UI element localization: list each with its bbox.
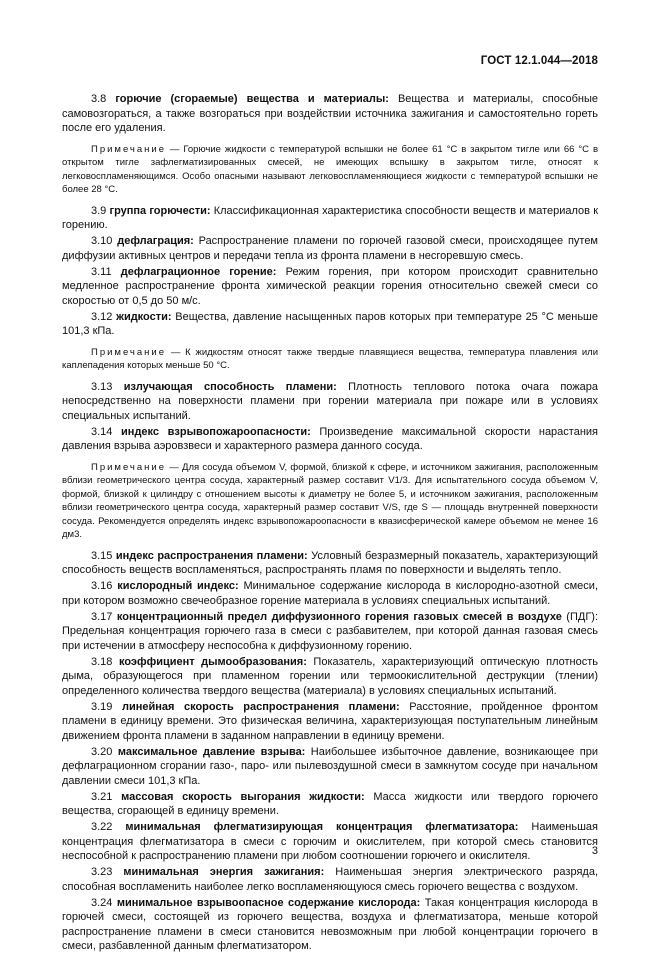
definition-text: Условный безразмерный показатель, характеризующий способность веществ воспламеняться, распространять пламя по поверхности и выделять тепло. [62,549,598,576]
definition-text: Вещества, давление насыщенных паров которых при температуре 25 °С меньше 101,3 кПа. [62,310,598,337]
clause-number: 3.10 [91,235,113,247]
clause-number: 3.9 [91,204,107,217]
note-label: Примечание [91,143,166,155]
term-definition [62,745,598,789]
clause-number: 3.17 [91,610,113,623]
page-number: 3 [591,845,598,857]
definition-text: Произведение максимальной скорости нарастания давления взрыва аэровзвеси и характерного размера данного сосуда. [62,425,599,452]
term-name: минимальное взрывоопасное содержание кислорода: [116,896,421,909]
definition-text: Наименьшая концентрация флегматизатора в смеси с горючим и окислителем, при которой смесь становится неспособной к распространению пламени при любом соотношении горючего и окислителя. [62,821,598,862]
definition-text: Режим горения, при котором происходит сравнительно медленное распространение фронта химической реакции горения относительно свежей смеси со скоростью от 0,5 до 50 м/с. [62,265,598,307]
term-name: горючие (сгораемые) вещества и материалы: [115,93,389,105]
clause-number: 3.19 [91,700,113,713]
definition-text: Классификационная характеристика способности веществ и материалов к горению. [62,204,599,231]
note-text: Для сосуда объемом V, формой, близкой к сфере, и источником зажигания, расположенным вблизи геометрического центра сосуда, характерный размер составит V1/3. Для испытательного сосуда объемом V, формой, близкой к цилиндру с отношением высоты к диаметру не более 5, и источником зажигания, расположенным вблизи геометрического центра сосуда, характерный размер составит V/S, где S — площадь внутренней поверхности сосуда. Рекомендуется определять индекс взрывопожароопасности в квазисферической камере объемом не менее 16 дм3. [62,461,599,540]
term-name: кислородный индекс: [117,580,239,592]
term-name: группа горючести: [109,204,211,217]
term-definition [62,820,598,864]
definition-text: (ПДГ): Предельная концентрация горючего газа в смеси с разбавителем, при которой данная газовая смесь при истечении в атмосферу неспособна к диффузионному горению. [62,610,598,652]
note: Примечание — Для сосуда объемом V, формой, близкой к сфере, и источником зажигания, расположенным вблизи геометрического центра сосуда, характерный размер составит V1/3. Для испытательного сосуда объемом V, формой, близкой к цилиндру с отношением высоты к диаметру не более 5, и источником зажигания, расположенным вблизи геометрического центра сосуда, характерный размер составит V/S, где S — площадь внутренней поверхности сосуда. Рекомендуется определять индекс взрывопожароопасности в квазисферической камере объемом не менее 16 дм3. [62,461,599,540]
term-definition [62,92,598,136]
term-name: концентрационный предел диффузионного горения газовых смесей в воздухе [116,610,562,623]
definition-text: Такая концентрация кислорода в горючей смеси, состоящей из горючего вещества, воздуха и флегматизатора, меньше которой распространение пламени в смеси становится невозможным при любой концентрации горючего в смеси, разбавленной данным флегматизатором. [62,896,598,952]
term-name: линейная скорость распространения пламени: [121,700,400,713]
definition-text: Наибольшее избыточное давление, возникающее при дефлаграционном сгорании газо-, паро- или пылевоздушной смеси в замкнутом сосуде при начальном давлении смеси 101,3 кПа. [62,745,599,787]
document-body [62,92,598,955]
term-definition [62,425,598,454]
term-name: жидкости: [116,310,172,323]
term-name: минимальная энергия зажигания: [123,866,325,878]
definition-text: Распространение пламени по горючей газовой смеси, происходящее путем диффузии активных центров и передачи тепла из фронта пламени в несгоревшую смесь. [62,235,598,262]
term-definition [62,549,598,578]
clause-number: 3.8 [91,93,107,105]
definition-text: Вещества и материалы, способные самовозгораться, а также возгораться при воздействии источника зажигания и самостоятельно гореть после его удаления. [62,93,598,134]
definition-text: Расстояние, пройденное фронтом пламени в единицу времени. Это физическая величина, характеризующая поступательным линейным движением фронта пламени в заданном направлении в единицу времени. [62,700,599,742]
clause-number: 3.16 [91,580,113,592]
note-text: Горючие жидкости с температурой вспышки не более 61 °С в закрытом тигле или 66 °С в открытом тигле зафлегматизированных смесей, не имеющих вспышку в закрытом тигле, относят к легковоспламеняющимся. Особо опасными называют легковоспламеняющиеся жидкости с температурой вспышки не более 28 °С. [62,143,598,195]
clause-number: 3.13 [91,380,113,393]
term-name: индекс взрывопожароопасности: [121,425,311,438]
term-name: максимальное давление взрыва: [117,745,306,758]
term-definition [62,234,598,263]
note: Примечание — Горючие жидкости с температурой вспышки не более 61 °С в закрытом тигле или 66 °С в открытом тигле зафлегматизированных смесей, не имеющих вспышку в закрытом тигле, относят к легковоспламеняющимся. Особо опасными называют легковоспламеняющиеся жидкости с температурой вспышки не более 28 °С. [62,143,598,195]
term-name: дефлаграционное горение: [120,265,277,278]
note-text: К жидкостям относят также твердые плавящиеся вещества, температура плавления или каплепадения которых меньше 50 °С. [62,346,598,371]
clause-number: 3.18 [91,655,113,668]
clause-number: 3.15 [91,549,113,562]
clause-number: 3.20 [91,745,113,758]
term-definition [62,265,598,309]
term-definition [62,610,598,654]
term-name: минимальная флегматизирующая концентрация флегматизатора: [125,821,519,833]
clause-number: 3.12 [91,310,113,323]
term-name: индекс распространения пламени: [115,549,308,562]
term-name: коэффициент дымообразования: [118,655,307,668]
clause-number: 3.11 [91,265,112,278]
note: Примечание — К жидкостям относят также твердые плавящиеся вещества, температура плавления или каплепадения которых меньше 50 °С. [62,346,598,371]
definition-text: Плотность теплового потока очага пожара непосредственно на поверхности пламени при горении материала при пожаре или в условиях специальных испытаний. [62,380,598,422]
definition-text: Масса жидкости или твердого горючего вещества, сгорающей в единицу времени. [62,790,598,817]
term-definition [62,310,598,339]
definition-text: Наименьшая энергия электрического разряда, способная воспламенить наиболее легко воспламеняющуюся смесь горючего вещества с воздухом. [62,866,598,893]
note-label: Примечание [91,346,166,358]
note-label: Примечание [91,461,166,473]
term-definition [62,700,598,744]
clause-number: 3.21 [91,790,113,803]
term-definition [62,790,598,819]
term-definition [62,204,598,233]
term-definition [62,579,598,608]
definition-text: Минимальное содержание кислорода в кислородно-азотной смеси, при котором возможно свечеобразное горение материала в условиях специальных испытаний. [62,580,598,607]
term-name: массовая скорость выгорания жидкости: [121,790,365,803]
term-definition [62,896,598,954]
definition-text: Показатель, характеризующий оптическую плотность дыма, образующегося при пламенном горении или термоокислительной деструкции (тлении) определенного количества твердого вещества (материала) в условиях специальных испытаний. [62,655,598,697]
term-definition [62,655,598,699]
clause-number: 3.22 [91,821,113,833]
standard-header: ГОСТ 12.1.044—2018 [480,55,598,67]
clause-number: 3.14 [91,425,113,438]
term-name: излучающая способность пламени: [123,380,337,393]
term-definition [62,380,598,424]
term-name: дефлаграция: [117,235,194,247]
clause-number: 3.24 [91,896,113,909]
term-definition [62,865,598,894]
clause-number: 3.23 [91,866,113,878]
